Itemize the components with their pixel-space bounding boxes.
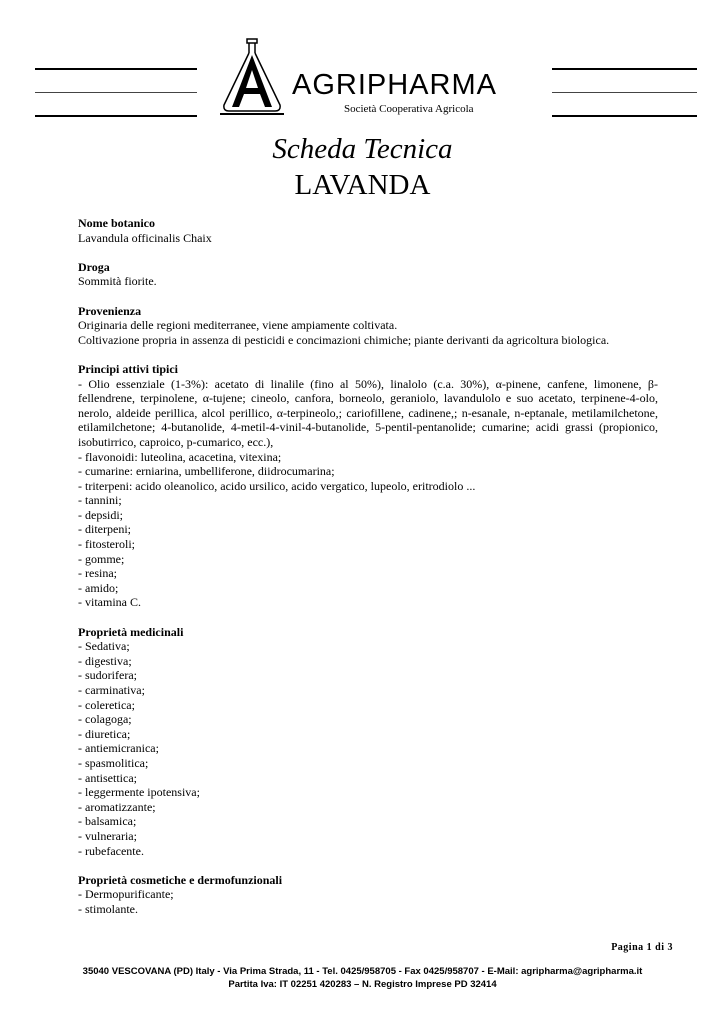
header-rule-right-bottom [552, 115, 697, 117]
list-item: - fitosteroli; [78, 537, 135, 552]
list-item: - balsamica; [78, 814, 137, 829]
brand-name: AGRIPHARMA [292, 69, 497, 101]
section-line: Coltivazione propria in assenza di pesticidi e concimazioni chimiche; piante derivanti da agricoltura biologica. [78, 332, 610, 347]
list-item: - diterpeni; [78, 522, 131, 537]
document-subject: LAVANDA [294, 169, 431, 201]
list-item: - amido; [78, 580, 119, 595]
footer [0, 965, 725, 991]
section-droga [78, 260, 658, 289]
list-item: - rubefacente. [78, 843, 144, 858]
section-title: Proprietà medicinali [78, 624, 184, 639]
section-proprieta-cosmetiche [78, 873, 658, 917]
list-item: - spasmolitica; [78, 755, 149, 770]
section-nome-botanico [78, 216, 658, 245]
header-rule-left-bottom [35, 115, 197, 117]
brand-subtitle: Società Cooperativa Agricola [344, 103, 474, 115]
cosmetiche-list [78, 887, 658, 916]
list-item: - leggermente ipotensiva; [78, 785, 200, 800]
section-provenienza [78, 304, 658, 348]
header-rule-left-top [35, 68, 197, 70]
list-item: - resina; [78, 566, 117, 581]
list-item: - stimolante. [78, 901, 138, 916]
document-title: Scheda Tecnica [272, 133, 453, 165]
section-principi-attivi [78, 362, 658, 610]
list-item: - antisettica; [78, 770, 137, 785]
list-item: - carminativa; [78, 683, 145, 697]
list-item: - diuretica; [78, 726, 131, 741]
flask-a-logo-icon [218, 37, 288, 115]
list-item: - antiemicranica; [78, 741, 159, 756]
list-item: - gomme; [78, 551, 125, 566]
section-line: Originaria delle regioni mediterranee, viene ampiamente coltivata. [78, 318, 398, 333]
list-item: - Sedativa; [78, 639, 130, 654]
section-title: Principi attivi tipici [78, 361, 178, 376]
section-title: Proprietà cosmetiche e dermofunzionali [78, 872, 283, 887]
list-item: - flavonoidi: luteolina, acacetina, vitexina; [78, 449, 282, 464]
section-title: Provenienza [78, 303, 142, 318]
list-item: - depsidi; [78, 507, 123, 522]
header-rule-right-middle [552, 92, 697, 93]
section-proprieta-medicinali [78, 625, 658, 859]
footer-registry: Partita Iva: IT 02251 420283 – N. Registro Imprese PD 32414 [228, 979, 497, 990]
section-title: Nome botanico [78, 216, 155, 230]
document-body [78, 216, 658, 931]
list-item: - coleretica; [78, 697, 135, 712]
section-line: Sommità fiorite. [78, 274, 157, 289]
list-item: - sudorifera; [78, 668, 137, 683]
footer-address: 35040 VESCOVANA (PD) Italy - Via Prima Strada, 11 - Tel. 0425/958705 - Fax 0425/958707 - E-Mail: agripharma@agripharma.it [82, 966, 643, 977]
list-item: - Dermopurificante; [78, 887, 174, 902]
medicinali-list [78, 639, 658, 858]
section-title: Droga [78, 259, 110, 274]
list-item: - colagoga; [78, 712, 132, 727]
header-rule-right-top [552, 68, 697, 70]
list-item: - digestiva; [78, 653, 132, 668]
section-line: Lavandula officinalis Chaix [78, 230, 212, 245]
list-item: - tannini; [78, 493, 122, 508]
principi-paragraph: - Olio essenziale (1-3%): acetato di linalile (fino al 50%), linalolo (c.a. 30%), α-pinene, canfene, limonene, β-fellendrene, terpinolene, α-tujene; cineolo, canfora, borneolo, geraniolo, lavandulolo e suo acetato, terpinene-4-olo, nerolo, aldeide perillica, alcol perillico, α-terpineolo,; cariofillene, cadinene,; n-esanale, n-eptanale, metilamilchetone, etilamilchetone; 4-butanolide, 4-metil-4-vinil-4-butanolide, 5-pentil-pentanolide; cumarine; acidi grassi (propionico, isobutirrico, caproico, p-cumarico, ecc.), [78, 376, 658, 449]
list-item: - vulneraria; [78, 828, 137, 843]
list-item: - vitamina C. [78, 595, 141, 610]
header-rule-left-middle [35, 92, 197, 93]
list-item: - cumarine: erniarina, umbelliferone, diidrocumarina; [78, 464, 335, 479]
page-number: Pagina 1 di 3 [611, 942, 673, 953]
list-item: - aromatizzante; [78, 799, 156, 814]
principi-list [78, 450, 658, 611]
list-item: - triterpeni: acido oleanolico, acido ursilico, acido vergatico, lupeolo, eritrodiolo ... [78, 478, 476, 493]
